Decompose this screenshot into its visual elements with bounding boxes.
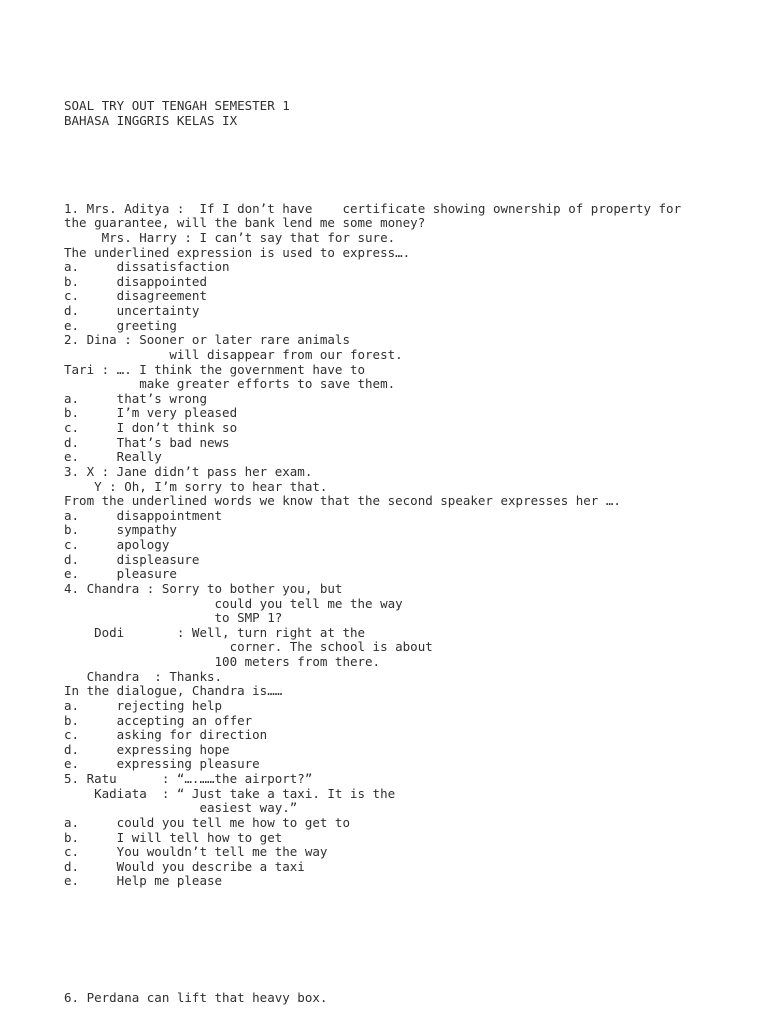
text-line: Tari : …. I think the government have to [64, 361, 366, 377]
text-line: a. that’s wrong [64, 390, 207, 406]
text-line: 6. Perdana can lift that heavy box. [64, 990, 328, 1006]
document-question-6 [64, 991, 681, 1006]
text-line: Kadiata : “ Just take a taxi. It is the [64, 785, 396, 801]
text-line: c. You wouldn’t tell me the way [64, 844, 328, 860]
text-line: b. disappointed [64, 273, 207, 289]
text-line: e. Help me please [64, 873, 223, 889]
text-line: Dodi : Well, turn right at the [64, 624, 366, 640]
text-line: SOAL TRY OUT TENGAH SEMESTER 1 [64, 98, 290, 114]
text-line: From the underlined words we know that the second speaker expresses her …. [64, 493, 621, 509]
text-line: b. accepting an offer [64, 712, 253, 728]
text-line: 4. Chandra : Sorry to bother you, but [64, 580, 343, 596]
text-line: d. uncertainty [64, 303, 200, 319]
text-line: b. I’m very pleased [64, 405, 238, 421]
text-line: Mrs. Harry : I can’t say that for sure. [64, 229, 396, 245]
exam-document [64, 70, 681, 1035]
text-line: The underlined expression is used to express…. [64, 244, 411, 260]
text-line: 1. Mrs. Aditya : If I don’t have certificate showing ownership of property for [64, 200, 682, 216]
text-line: b. sympathy [64, 522, 177, 538]
text-line: c. I don’t think so [64, 420, 238, 436]
document-questions [64, 202, 681, 889]
text-line: a. rejecting help [64, 697, 223, 713]
text-line: d. expressing hope [64, 741, 230, 757]
text-line: e. pleasure [64, 566, 177, 582]
text-line: b. I will tell how to get [64, 829, 283, 845]
text-line: c. apology [64, 537, 170, 553]
text-line: easiest way.” [64, 800, 298, 816]
text-line: a. dissatisfaction [64, 259, 230, 275]
text-line: e. Really [64, 449, 162, 465]
text-line: will disappear from our forest. [64, 346, 403, 362]
text-line: corner. The school is about [64, 639, 433, 655]
text-line: BAHASA INGGRIS KELAS IX [64, 112, 238, 128]
text-line: e. expressing pleasure [64, 756, 260, 772]
text-line: 2. Dina : Sooner or later rare animals [64, 332, 350, 348]
text-line: could you tell me the way [64, 595, 403, 611]
text-line: c. asking for direction [64, 727, 268, 743]
text-line: d. Would you describe a taxi [64, 858, 305, 874]
text-line: In the dialogue, Chandra is…… [64, 683, 283, 699]
text-line: a. disappointment [64, 507, 223, 523]
text-line: 3. X : Jane didn’t pass her exam. [64, 463, 313, 479]
text-line: a. could you tell me how to get to [64, 814, 350, 830]
text-line: d. displeasure [64, 551, 200, 567]
text-line: Y : Oh, I’m sorry to hear that. [64, 478, 328, 494]
text-line: to SMP 1? [64, 610, 283, 626]
text-line: 5. Ratu : “….……the airport?” [64, 771, 313, 787]
text-line: c. disagreement [64, 288, 207, 304]
text-line: 100 meters from there. [64, 654, 381, 670]
text-line: Chandra : Thanks. [64, 668, 223, 684]
text-line: make greater efforts to save them. [64, 376, 396, 392]
text-line: e. greeting [64, 317, 177, 333]
document-title [64, 99, 681, 128]
text-line: d. That’s bad news [64, 434, 230, 450]
text-line: the guarantee, will the bank lend me some money? [64, 215, 426, 231]
